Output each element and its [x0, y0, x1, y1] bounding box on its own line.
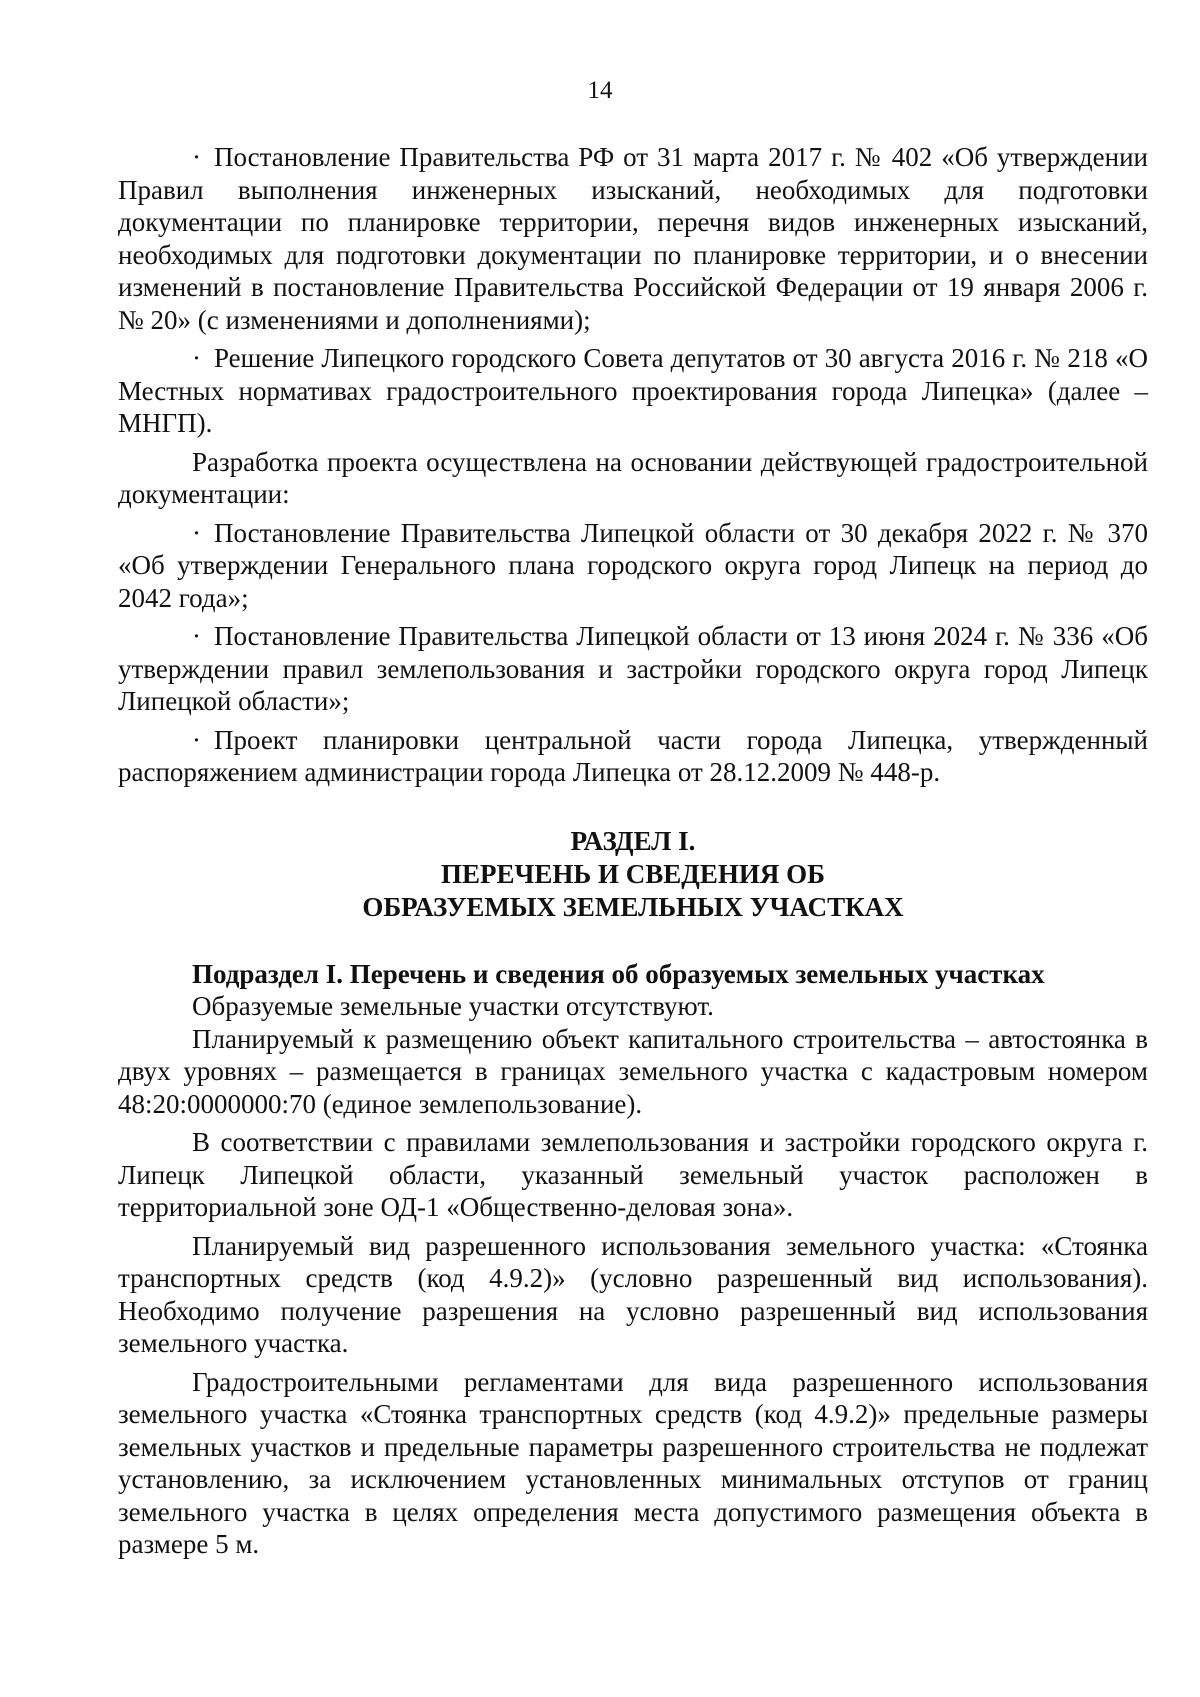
bullet-text: Постановление Правительства Липецкой области от 13 июня 2024 г. № 336 «Об утверждении правил землепользования и застройки городского округа город Липецк Липецкой области»;: [118, 621, 1148, 716]
bullet-paragraph: [118, 620, 1148, 718]
body-paragraph: Планируемый к размещению объект капитального строительства – автостоянка в двух уровнях – размещается в границах земельного участка с кадастровым номером 48:20:0000000:70 (единое землепользование).: [118, 1023, 1148, 1119]
bullet-paragraph: [118, 517, 1148, 615]
section-heading-line: РАЗДЕЛ I.: [570, 825, 696, 856]
bullet-text: Постановление Правительства Липецкой области от 30 декабря 2022 г. № 370 «Об утверждении Генерального плана городского округа город Липецк на период до 2042 года»;: [118, 517, 1148, 613]
bullet-text: Постановление Правительства РФ от 31 марта 2017 г. № 402 «Об утверждении Правил выполнения инженерных изысканий, необходимых для подготовки документации по планировке территории, перечня видов инженерных изысканий, необходимых для подготовки документации по планировке территории, и о внесении изменений в постановление Правительства Российской Федерации от 19 января 2006 г. № 20» (с изменениями и дополнениями);: [118, 142, 1148, 335]
basis-intro-paragraph: Разработка проекта осуществлена на основании действующей градостроительной документации:: [118, 446, 1148, 509]
bullet-text: Решение Липецкого городского Совета депутатов от 30 августа 2016 г. № 218 «О Местных нормативах градостроительного проектирования города Липецка» (далее – МНГП).: [118, 343, 1148, 438]
bullet-icon: ·: [192, 343, 201, 373]
section-heading: [118, 825, 1148, 924]
bullet-icon: ·: [192, 517, 201, 548]
body-paragraph: Градостроительными регламентами для вида разрешенного использования земельного участка «Стоянка транспортных средств (код 4.9.2)» предельные размеры земельных участков и предельные параметры разрешенного строительства не подлежат установлению, за исключением установленных минимальных отступов от границ земельного участка в целях определения места допустимого размещения объекта в размере 5 м.: [118, 1366, 1148, 1559]
bullet-icon: ·: [192, 142, 201, 172]
bullet-paragraph: [118, 342, 1148, 440]
bullet-paragraph: [118, 724, 1148, 789]
page-number: 14: [587, 77, 613, 104]
bullet-icon: ·: [192, 724, 201, 755]
body-paragraph: Образуемые земельные участки отсутствуют.: [192, 991, 714, 1021]
body-paragraph: В соответствии с правилами землепользования и застройки городского округа г. Липецк Липецкой области, указанный земельный участок расположен в территориальной зоне ОД-1 «Общественно-деловая зона».: [118, 1127, 1148, 1222]
bullet-paragraph: [118, 141, 1148, 336]
document-body: [118, 141, 1148, 1561]
bullet-text: Проект планировки центральной части города Липецка, утвержденный распоряжением администрации города Липецка от 28.12.2009 № 448-р.: [118, 724, 1148, 787]
section-heading-line: ПЕРЕЧЕНЬ И СВЕДЕНИЯ ОБ: [441, 858, 825, 889]
section-heading-line: ОБРАЗУЕМЫХ ЗЕМЕЛЬНЫХ УЧАСТКАХ: [362, 891, 904, 922]
bullet-icon: ·: [192, 621, 201, 651]
body-paragraph: Планируемый вид разрешенного использования земельного участка: «Стоянка транспортных средств (код 4.9.2)» (условно разрешенный вид использования). Необходимо получение разрешения на условно разрешенный вид использования земельного участка.: [118, 1230, 1148, 1358]
subsection-heading: Подраздел I. Перечень и сведения об образуемых земельных участках: [192, 958, 1045, 989]
